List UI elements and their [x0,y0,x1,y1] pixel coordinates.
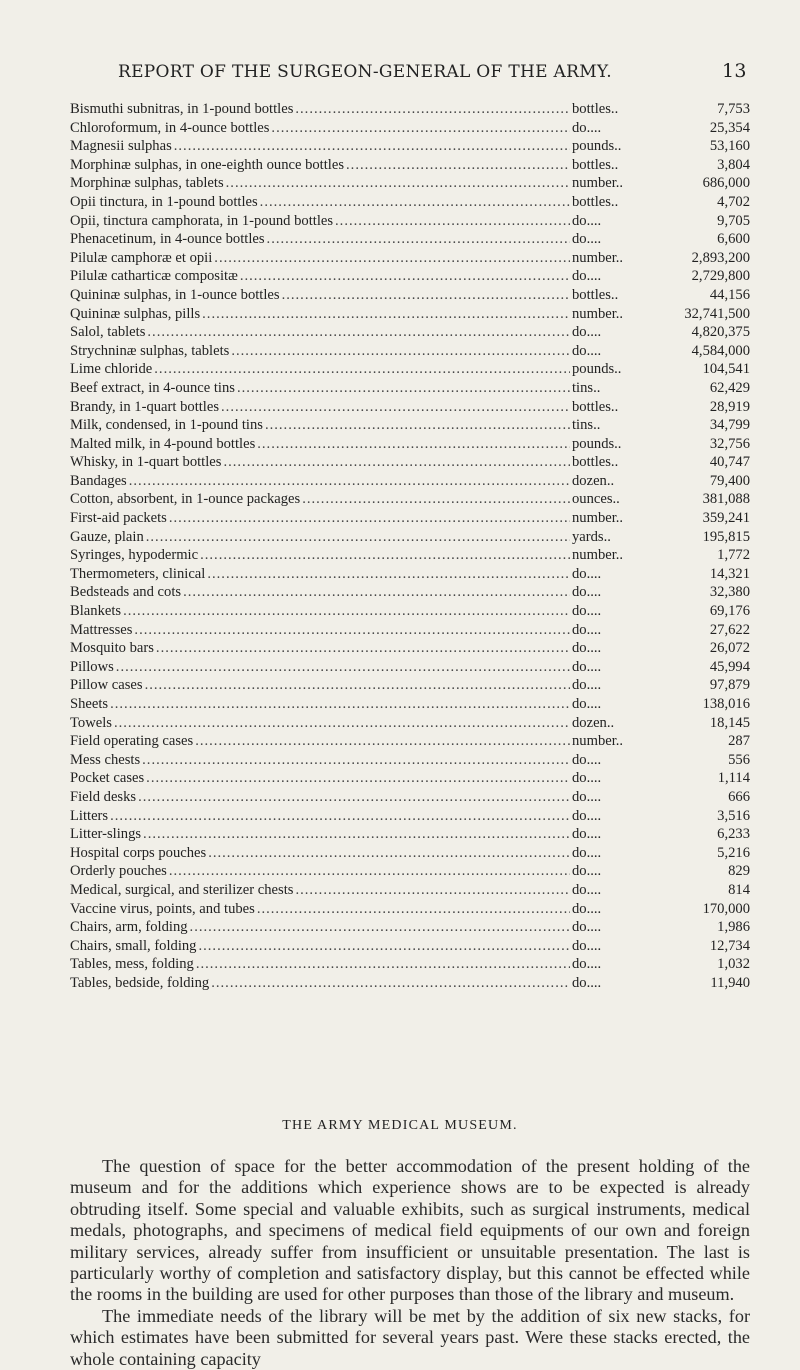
item-quantity: 69,176 [709,603,750,620]
item-quantity: 1,114 [717,770,750,787]
item-unit: do.... [572,584,602,601]
list-item [70,342,750,361]
item-name: Quininæ sulphas, pills [70,305,201,322]
item-unit: do.... [572,956,602,973]
item-name: Tables, bedside, folding [70,974,210,991]
dot-leader [267,230,570,249]
item-quantity: 4,584,000 [691,342,750,359]
list-item [70,174,750,193]
item-quantity: 381,088 [702,491,750,508]
supplies-list [70,100,750,993]
list-item [70,714,750,733]
item-unit: do.... [572,919,602,936]
list-item [70,528,750,547]
item-unit: do.... [572,231,602,248]
item-name: Chloroformum, in 4-ounce bottles [70,119,270,136]
item-unit: do.... [572,603,602,620]
item-unit: ounces.. [572,491,620,508]
item-unit: dozen.. [572,714,615,731]
item-quantity: 32,741,500 [684,305,750,322]
list-item [70,918,750,937]
item-unit: do.... [572,881,602,898]
item-name: Opii tinctura, in 1-pound bottles [70,193,258,210]
item-quantity: 97,879 [709,677,750,694]
list-item [70,100,750,119]
item-unit: do.... [572,826,602,843]
item-name: Mess chests [70,751,141,768]
list-item [70,769,750,788]
item-name: Strychninæ sulphas, tablets [70,342,230,359]
dot-leader [237,379,570,398]
item-unit: number.. [572,305,624,322]
item-quantity: 3,804 [717,156,750,173]
item-unit: do.... [572,788,602,805]
dot-leader [295,881,570,900]
item-unit: number.. [572,510,624,527]
list-item [70,937,750,956]
dot-leader [282,286,570,305]
item-quantity: 9,705 [717,212,750,229]
item-unit: bottles.. [572,193,619,210]
item-name: Litters [70,807,109,824]
item-name: Phenacetinum, in 4-ounce bottles [70,231,265,248]
item-quantity: 18,145 [709,714,750,731]
item-unit: number.. [572,733,624,750]
item-quantity: 3,516 [717,807,750,824]
item-name: Pilulæ catharticæ compositæ [70,268,238,285]
dot-leader [142,751,570,770]
item-unit: do.... [572,640,602,657]
item-quantity: 2,893,200 [691,249,750,266]
item-unit: do.... [572,974,602,991]
list-item [70,900,750,919]
item-name: Brandy, in 1-quart bottles [70,398,220,415]
dot-leader [208,844,570,863]
list-item [70,193,750,212]
page-number: 13 [722,60,747,82]
item-quantity: 1,032 [717,956,750,973]
item-quantity: 4,820,375 [691,324,750,341]
list-item [70,974,750,993]
list-item [70,379,750,398]
item-quantity: 34,799 [709,417,750,434]
list-item [70,955,750,974]
item-name: Litter-slings [70,826,142,843]
dot-leader [156,639,570,658]
list-item [70,621,750,640]
item-unit: tins.. [572,417,601,434]
item-name: Vaccine virus, points, and tubes [70,900,255,917]
item-unit: do.... [572,658,602,675]
item-name: Thermometers, clinical [70,565,206,582]
dot-leader [231,342,570,361]
report-title: REPORT OF THE SURGEON-GENERAL OF THE ARMY. [118,62,612,82]
dot-leader [214,249,570,268]
item-unit: do.... [572,863,602,880]
item-quantity: 11,940 [710,974,750,991]
item-unit: do.... [572,212,602,229]
item-unit: do.... [572,751,602,768]
list-item [70,230,750,249]
list-item [70,788,750,807]
list-item [70,602,750,621]
item-name: Pillow cases [70,677,143,694]
item-name: Chairs, small, folding [70,937,197,954]
dot-leader [221,398,570,417]
item-unit: number.. [572,249,624,266]
item-quantity: 62,429 [709,379,750,396]
item-unit: bottles.. [572,286,619,303]
item-name: Bismuthi subnitras, in 1-pound bottles [70,101,294,117]
list-item [70,676,750,695]
list-item [70,583,750,602]
item-quantity: 195,815 [702,528,750,545]
item-unit: do.... [572,621,602,638]
dot-leader [154,360,570,379]
item-quantity: 7,753 [717,101,750,117]
list-item [70,360,750,379]
item-quantity: 40,747 [709,454,750,471]
item-quantity: 32,756 [709,435,750,452]
item-name: Towels [70,714,112,731]
item-name: Lime chloride [70,361,153,378]
item-name: Pocket cases [70,770,145,787]
list-item [70,639,750,658]
item-name: Gauze, plain [70,528,144,545]
item-unit: pounds.. [572,138,622,155]
dot-leader [257,900,570,919]
item-quantity: 32,380 [709,584,750,601]
item-unit: do.... [572,696,602,712]
dot-leader [207,565,570,584]
list-item [70,323,750,342]
dot-leader [134,621,570,640]
item-quantity: 27,622 [709,621,750,638]
dot-leader [147,323,570,342]
item-quantity: 6,600 [717,231,750,248]
list-item [70,453,750,472]
item-unit: do.... [572,677,602,694]
item-unit: do.... [572,119,602,136]
list-item [70,565,750,584]
list-item [70,695,750,714]
item-quantity: 104,541 [702,361,750,378]
item-name: Bandages [70,472,127,489]
item-name: Blankets [70,603,122,620]
dot-leader [223,453,570,472]
item-quantity: 1,986 [717,919,750,936]
item-quantity: 287 [728,733,750,750]
list-item [70,490,750,509]
dot-leader [183,583,570,602]
dot-leader [226,174,570,193]
item-name: Tables, mess, folding [70,956,194,973]
item-unit: number.. [572,175,624,192]
item-name: Milk, condensed, in 1-pound tins [70,417,263,434]
paragraph [70,1156,750,1370]
dot-leader [271,119,570,138]
item-name: Mattresses [70,621,133,638]
item-name: Whisky, in 1-quart bottles [70,454,222,471]
item-unit: pounds.. [572,361,622,378]
list-item [70,658,750,677]
dot-leader [114,714,570,733]
item-name: Field desks [70,788,137,805]
item-name: Chairs, arm, folding [70,919,188,936]
dot-leader [302,490,570,509]
dot-leader [146,528,570,547]
dot-leader [200,546,570,565]
item-unit: do.... [572,844,602,861]
item-unit: bottles.. [572,398,619,415]
item-quantity: 12,734 [709,937,750,954]
item-name: Sheets [70,696,109,712]
item-unit: do.... [572,900,602,917]
dot-leader [295,100,570,119]
item-unit: yards.. [572,528,611,545]
item-unit: do.... [572,937,602,954]
item-quantity: 45,994 [709,658,750,675]
item-quantity: 25,354 [709,119,750,136]
item-unit: do.... [572,268,602,285]
item-quantity: 814 [728,881,750,898]
item-name: Morphinæ sulphas, in one-eighth ounce bottles [70,156,345,173]
item-unit: bottles.. [572,101,619,117]
item-name: Hospital corps pouches [70,844,207,861]
item-quantity: 666 [728,788,750,805]
list-item [70,398,750,417]
item-quantity: 686,000 [702,175,750,192]
item-name: Medical, surgical, and sterilizer chests [70,881,294,898]
item-name: Mosquito bars [70,640,154,657]
item-unit: do.... [572,565,602,582]
paragraph-text: The immediate needs of the library will be met by the addition of six new stacks, for which estimates have been submitted for several years past. Were these stacks erected, the whole containing capacity [70,1305,750,1369]
dot-leader [174,137,570,156]
item-name: Pilulæ camphoræ et opii [70,249,213,266]
list-item [70,435,750,454]
list-item [70,825,750,844]
list-item [70,732,750,751]
list-item [70,807,750,826]
dot-leader [110,695,570,714]
item-quantity: 79,400 [709,472,750,489]
item-quantity: 170,000 [702,900,750,917]
item-unit: bottles.. [572,156,619,173]
item-quantity: 28,919 [709,398,750,415]
item-name: Opii, tinctura camphorata, in 1-pound bottles [70,212,334,229]
dot-leader [145,676,570,695]
item-quantity: 5,216 [717,844,750,861]
paragraph-continuation [70,1306,750,1370]
item-name: Salol, tablets [70,324,146,341]
list-item [70,751,750,770]
dot-leader [198,937,570,956]
item-name: Malted milk, in 4-pound bottles [70,435,256,452]
paragraph-text: The question of space for the better accommodation of the present holding of the museum and for the additions which experience shows are to be expected is already obtruding itself. Some special and valuable exhibits, such as surgical instruments, medical medals, photographs, and specimens of medical field equipments of our own and foreign military services, already suffer from insufficient or unsuitable presentation. The last is particularly worthy of completion and satisfactory display, but this cannot be effected while the rooms in the building are used for other purposes than those of the library and museum. [70,1156,750,1305]
dot-leader [110,807,570,826]
item-unit: number.. [572,547,624,564]
item-name: Morphinæ sulphas, tablets [70,175,224,192]
item-name: First-aid packets [70,510,167,527]
list-item [70,305,750,324]
dot-leader [169,509,570,528]
item-quantity: 2,729,800 [691,268,750,285]
item-quantity: 556 [728,751,750,768]
list-item [70,156,750,175]
dot-leader [335,212,570,231]
item-unit: bottles.. [572,454,619,471]
list-item [70,137,750,156]
dot-leader [129,472,570,491]
dot-leader [138,788,570,807]
dot-leader [116,658,570,677]
dot-leader [190,918,570,937]
item-unit: do.... [572,807,602,824]
dot-leader [169,862,570,881]
dot-leader [202,305,570,324]
list-item [70,267,750,286]
item-name: Magnesii sulphas [70,138,172,155]
item-name: Bedsteads and cots [70,584,182,601]
item-name: Field operating cases [70,733,194,750]
item-name: Pillows [70,658,114,675]
dot-leader [211,974,570,993]
item-quantity: 26,072 [709,640,750,657]
list-item [70,416,750,435]
item-quantity: 1,772 [717,547,750,564]
item-quantity: 14,321 [709,565,750,582]
item-name: Cotton, absorbent, in 1-ounce packages [70,491,301,508]
item-unit: do.... [572,342,602,359]
list-item [70,546,750,565]
item-name: Syringes, hypodermic [70,547,199,564]
dot-leader [265,416,570,435]
item-name: Quininæ sulphas, in 1-ounce bottles [70,286,280,303]
list-item [70,472,750,491]
dot-leader [146,769,570,788]
item-unit: dozen.. [572,472,615,489]
item-quantity: 829 [728,863,750,880]
item-unit: pounds.. [572,435,622,452]
list-item [70,862,750,881]
item-quantity: 4,702 [717,193,750,210]
item-unit: do.... [572,324,602,341]
dot-leader [240,267,570,286]
dot-leader [257,435,570,454]
list-item [70,286,750,305]
item-quantity: 138,016 [702,696,750,712]
list-item [70,249,750,268]
item-quantity: 6,233 [717,826,750,843]
item-unit: tins.. [572,379,601,396]
item-unit: do.... [572,770,602,787]
item-quantity: 44,156 [709,286,750,303]
dot-leader [195,732,570,751]
list-item [70,509,750,528]
item-quantity: 359,241 [702,510,750,527]
dot-leader [143,825,570,844]
item-quantity: 53,160 [709,138,750,155]
item-name: Beef extract, in 4-ounce tins [70,379,235,396]
dot-leader [196,955,570,974]
dot-leader [260,193,570,212]
list-item [70,881,750,900]
list-item [70,212,750,231]
item-name: Orderly pouches [70,863,167,880]
section-heading: THE ARMY MEDICAL MUSEUM. [282,1118,518,1133]
dot-leader [346,156,570,175]
dot-leader [123,602,570,621]
list-item [70,844,750,863]
list-item [70,119,750,138]
